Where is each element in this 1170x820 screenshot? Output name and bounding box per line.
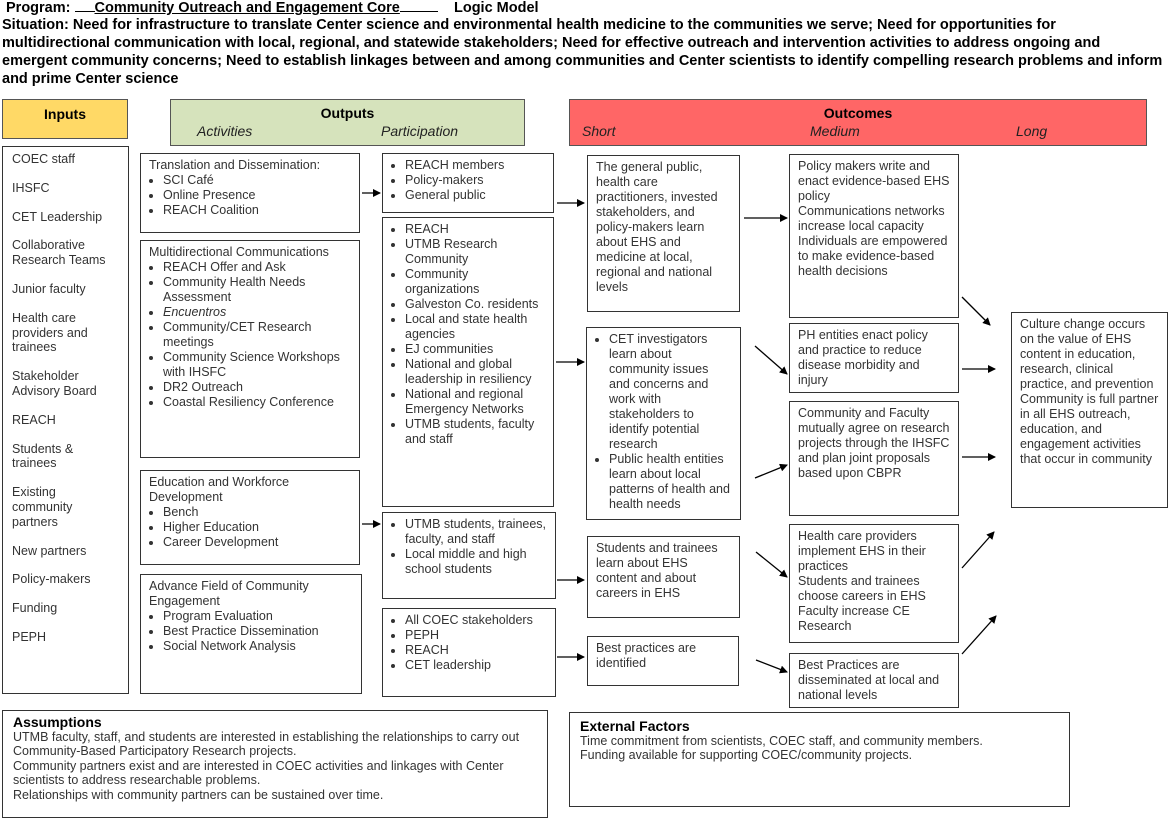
short-outcome-text: Students and trainees learn about EHS content and about careers in EHS [596,541,718,600]
outcomes-title: Outcomes [823,105,893,121]
activity-item: • Community Science Workshops with IHSFC [163,350,351,380]
participation-item: • REACH members [405,158,545,173]
activity-item: • REACH Offer and Ask [163,260,351,275]
long-outcome-line: Culture change occurs on the value of EHS content in education, research, clinical practice, and prevention [1020,317,1154,391]
input-item: REACH [12,412,56,427]
activity-item: • Higher Education [163,520,351,535]
situation-statement: Situation: Need for infrastructure to translate Center science and environmental health medicine to the communities we serve; Need for opportunities for multidirectional communication with local, regional, and statewide stakeholders; Need for effective outreach and intervention activities to address ongoing and emergent community concerns; Need to establish linkages between and among communities and Center scientists to identify compelling research problems and inform and prime Center science [2,17,1163,87]
medium-outcome-text: PH entities enact policy and practice to reduce disease morbidity and injury [798,328,928,387]
input-item: New partners [12,543,87,558]
participation-item: • All COEC stakeholders [405,613,547,628]
activity-item: • Bench [163,505,351,520]
activity-item: • Online Presence [163,188,351,203]
activity-item: • Social Network Analysis [163,639,353,654]
participation-item: • National and global leadership in resiliency [405,357,545,387]
input-item: PEPH [12,629,47,644]
participation-item: • CET leadership [405,658,547,673]
input-item: COEC staff [12,152,75,166]
participation-item: • UTMB Research Community [405,237,545,267]
short-outcome-item: • Public health entities learn about local patterns of health and health needs [609,452,732,512]
medium-label: Medium [810,123,860,139]
participation-item: • EJ communities [405,342,545,357]
short-outcome-item: • CET investigators learn about community issues and concerns and work with stakeholders to identify potential research [609,332,732,452]
program-label: Program: [6,0,71,16]
participation-item: • General public [405,188,545,203]
participation-item: • REACH [405,643,547,658]
outputs-title: Outputs [320,105,375,121]
activity-item: • DR2 Outreach [163,380,351,395]
input-item: Existing community partners [12,485,73,529]
arrow [962,297,990,325]
arrow [755,465,787,478]
activity-title: Translation and Dissemination: [149,158,321,172]
arrow [756,552,787,577]
participation-item: • National and regional Emergency Networks [405,387,545,417]
input-item: Junior faculty [12,281,86,296]
participation-label: Participation [381,123,459,139]
activity-item: • Coastal Resiliency Conference [163,395,351,410]
activity-title: Multidirectional Communications [149,245,329,259]
medium-outcome-text: Best Practices are disseminated at local and national levels [798,658,940,702]
activity-title: Advance Field of Community Engagement [149,579,309,608]
activity-item: • REACH Coalition [163,203,351,218]
participation-item: • UTMB students, faculty and staff [405,417,545,447]
long-outcome-line: Community is full partner in all EHS outreach, education, and engagement activities that occur in community [1020,392,1159,466]
external-factor-line: Funding available for supporting COEC/community projects. [580,748,913,762]
activity-item: • SCI Café [163,173,351,188]
medium-outcome-line: Individuals are empowered to make evidence-based health decisions [798,234,948,278]
participation-item: • Community organizations [405,267,545,297]
participation-item: • Policy-makers [405,173,545,188]
participation-item: • Local middle and high school students [405,547,547,577]
activities-label: Activities [197,123,253,139]
participation-item: • Local and state health agencies [405,312,545,342]
medium-outcome-text: Community and Faculty mutually agree on research projects through the IHSFC and plan joint proposals based upon CBPR [798,406,950,480]
short-outcome-text: Best practices are identified [596,641,697,670]
program-name: Community Outreach and Engagement Core [94,0,400,16]
input-item: Policy-makers [12,572,91,587]
assumption-line: UTMB faculty, staff, and students are interested in establishing the relationships to carry out Community-Based Participatory Research projects. [13,729,520,758]
model-label: Logic Model [453,0,539,16]
short-outcome-text: The general public, health care practitioners, invested stakeholders, and policy-makers learn about EHS and medicine at local, regional and national levels [596,160,718,294]
activity-item: • Career Development [163,535,351,550]
input-item: IHSFC [12,180,50,195]
input-item: Health care providers and trainees [12,310,88,355]
input-item: CET Leadership [12,209,103,224]
medium-outcome-line: Health care providers implement EHS in their practices [798,529,926,573]
participation-item: • UTMB students, trainees, faculty, and staff [405,517,547,547]
activity-item: • Community/CET Research meetings [163,320,351,350]
input-item: Students & trainees [12,441,74,471]
external-factors-title: External Factors [580,718,690,734]
assumptions-title: Assumptions [13,714,102,730]
input-item: Collaborative Research Teams [12,238,106,268]
arrow [756,660,787,672]
assumption-line: Community partners exist and are interested in COEC activities and linkages with Center scientists to address researchable problems. [13,758,504,787]
activity-item: • Best Practice Dissemination [163,624,353,639]
medium-outcome-line: Policy makers write and enact evidence-based EHS policy [798,159,950,203]
arrow [755,346,787,374]
long-label: Long [1016,123,1048,139]
input-item: Stakeholder Advisory Board [12,369,97,398]
activity-item: • Community Health Needs Assessment [163,275,351,305]
activity-item: • Encuentros [163,305,351,320]
participation-item: • Galveston Co. residents [405,297,545,312]
participation-item: • REACH [405,222,545,237]
assumption-line: Relationships with community partners can be sustained over time. [13,787,384,802]
medium-outcome-line: Students and trainees choose careers in EHS [798,574,926,603]
activity-title: Education and Workforce Development [149,475,290,504]
participation-item: • PEPH [405,628,547,643]
medium-outcome-line: Communications networks increase local capacity [798,204,945,233]
arrow [962,616,996,654]
medium-outcome-line: Faculty increase CE Research [798,604,910,633]
input-item: Funding [12,601,58,616]
activity-item: • Program Evaluation [163,609,353,624]
inputs-title: Inputs [44,106,86,122]
arrow [962,532,994,568]
external-factor-line: Time commitment from scientists, COEC staff, and community members. [580,733,983,748]
short-label: Short [582,123,616,139]
